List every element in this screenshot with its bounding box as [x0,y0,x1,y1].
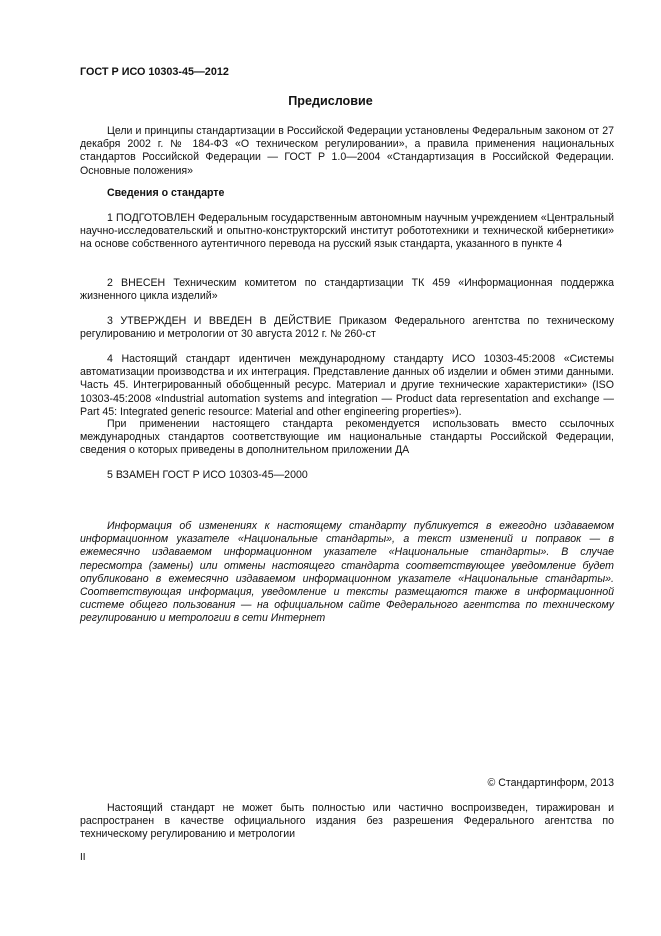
info-item-4-note: При применении настоящего стандарта рекомендуется использовать вместо ссылочных международных стандартов соответствующие им национальные стандарты Российской Федерации, сведения о которых приведены в дополнительном приложении ДА [80,418,614,457]
info-item-3: 3 УТВЕРЖДЕН И ВВЕДЕН В ДЕЙСТВИЕ Приказом Федерального агентства по техническому регулированию и метрологии от 30 августа 2012 г. № 260-ст [80,315,614,341]
info-item-4: 4 Настоящий стандарт идентичен международному стандарту ИСО 10303-45:2008 «Системы автоматизации производства и их интеграция. Представление данных об изделии и обмен этими данными. Часть 45. Интегрированный обобщенный ресурс. Материал и другие технические характеристики» (ISO 10303-45:2008 «Industrial automation systems and integration — Product data representation and exchange — Part 45: Integrated generic resource: Material and other engineering properties»). [80,353,614,418]
page-number: II [80,852,86,863]
copyright-line: © Стандартинформ, 2013 [487,777,614,789]
rights-notice: Настоящий стандарт не может быть полностью или частично воспроизведен, тиражирован и распространен в качестве официального издания без разрешения Федерального агентства по техническому регулированию и метрологии [80,802,614,841]
info-heading: Сведения о стандарте [107,187,225,199]
notice-text: Информация об изменениях к настоящему стандарту публикуется в ежегодно издаваемом информационном указателе «Национальные стандарты», а текст изменений и поправок — в ежемесячно издаваемом информационном указателе «Национальные стандарты». В случае пересмотра (замены) или отмены настоящего стандарта соответствующее уведомление будет опубликовано в ежемесячно издаваемом информационном указателе «Национальные стандарты». Соответствующая информация, уведомление и тексты размещаются также в информационной системе общего пользования — на официальном сайте Федерального агентства по техническому регулированию и метрологии в сети Интернет [80,520,614,625]
foreword-title: Предисловие [288,94,373,108]
info-item-1: 1 ПОДГОТОВЛЕН Федеральным государственным автономным научным учреждением «Центральный научно-исследовательский и опытно-конструкторский институт робототехники и технической кибернетики» на основе собственного аутентичного перевода на русский язык стандарта, указанного в пункте 4 [80,212,614,251]
info-item-5: 5 ВЗАМЕН ГОСТ Р ИСО 10303-45—2000 [107,469,308,481]
standard-id-header: ГОСТ Р ИСО 10303-45—2012 [80,66,229,78]
foreword-intro: Цели и принципы стандартизации в Российской Федерации установлены Федеральным законом от 27 декабря 2002 г. № 184-ФЗ «О техническом регулировании», а правила применения национальных стандартов Российской Федерации — ГОСТ Р 1.0—2004 «Стандартизация в Российской Федерации. Основные положения» [80,125,614,177]
info-item-2: 2 ВНЕСЕН Техническим комитетом по стандартизации ТК 459 «Информационная поддержка жизненного цикла изделий» [80,277,614,303]
